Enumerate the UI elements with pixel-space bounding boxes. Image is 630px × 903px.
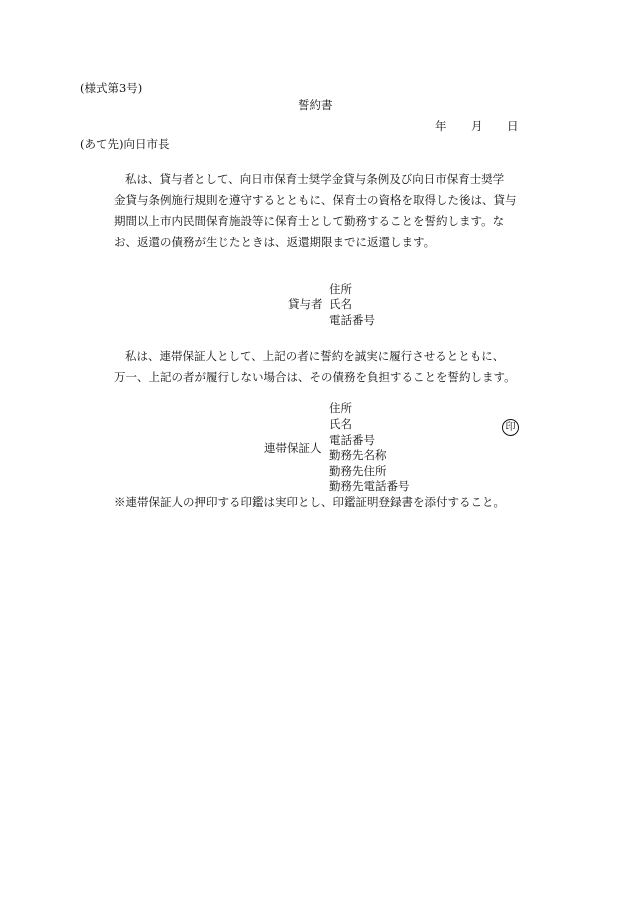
- borrower-phone-label: 電話番号: [329, 313, 375, 327]
- addressee: (あて先)向日市長: [80, 137, 170, 151]
- pledge-paragraph: [114, 169, 526, 253]
- guarantor-label: 連帯保証人: [264, 441, 322, 455]
- guarantor-address-label: 住所: [329, 401, 352, 415]
- paragraph-line: 万一、上記の者が履行しない場合は、その債務を負担することを誓約します。: [114, 370, 516, 384]
- seal-mark: 印: [502, 419, 519, 436]
- borrower-label: 貸与者: [288, 297, 323, 311]
- document-title: 誓約書: [298, 98, 333, 112]
- date-year: 年: [435, 119, 447, 133]
- guarantor-paragraph: [114, 346, 526, 388]
- guarantor-name-label: 氏名: [329, 417, 352, 431]
- guarantor-employer-phone-label: 勤務先電話番号: [329, 479, 410, 493]
- guarantor-employer-name-label: 勤務先名称: [329, 448, 387, 462]
- borrower-address-label: 住所: [329, 282, 352, 296]
- paragraph-line: 期間以上市内民間保育施設等に保育士として勤務することを誓約します。な: [114, 214, 505, 228]
- date-day: 日: [507, 119, 519, 133]
- paragraph-line: 金貸与条例施行規則を遵守するとともに、保育士の資格を取得した後は、貸与: [114, 193, 517, 207]
- guarantor-phone-label: 電話番号: [329, 433, 375, 447]
- form-number: (様式第3号): [80, 81, 143, 95]
- borrower-name-label: 氏名: [329, 297, 352, 311]
- date-month: 月: [471, 119, 483, 133]
- paragraph-line: お、返還の債務が生じたときは、返還期限までに返還します。: [114, 235, 436, 249]
- paragraph-line: 私は、貸与者として、向日市保育士奨学金貸与条例及び向日市保育士奨学: [125, 172, 505, 186]
- seal-note: ※連帯保証人の押印する印鑑は実印とし、印鑑証明登録書を添付すること。: [114, 495, 505, 509]
- paragraph-line: 私は、連帯保証人として、上記の者に誓約を誠実に履行させるとともに、: [125, 349, 505, 363]
- guarantor-employer-address-label: 勤務先住所: [329, 464, 387, 478]
